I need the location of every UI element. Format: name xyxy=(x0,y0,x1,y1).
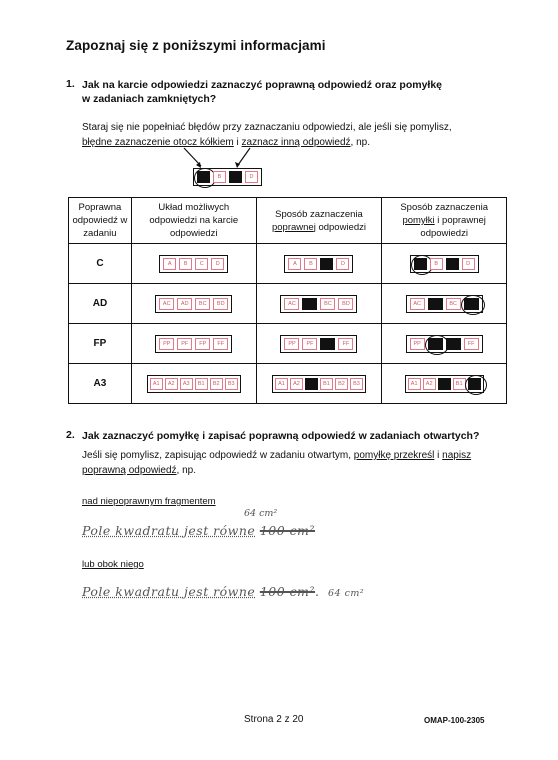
answer-box: A xyxy=(163,258,176,270)
handwritten-correction-above: 64 cm² xyxy=(244,508,278,519)
answer-box: B3 xyxy=(225,378,238,390)
marking-examples-table xyxy=(68,197,507,404)
answer-box: BC xyxy=(446,298,461,310)
answer-box: A xyxy=(288,258,301,270)
mistake-cell xyxy=(382,284,507,324)
answer-box: C xyxy=(195,258,208,270)
question-1-line-1: Jak na karcie odpowiedzi zaznaczyć poprawną odpowiedź oraz pomyłkę xyxy=(82,79,443,91)
handwritten-crossed-out: 100 cm² xyxy=(259,584,316,599)
answer-box: B1 xyxy=(453,378,466,390)
example-answer-group xyxy=(193,168,262,188)
answer-box: PP xyxy=(284,338,299,350)
answer-box: FF xyxy=(213,338,228,350)
answer-box-filled xyxy=(446,258,459,270)
answer-box: B2 xyxy=(335,378,348,390)
answer-box: BC xyxy=(195,298,210,310)
header-correct-answer: Poprawna odpowiedź w zadaniu xyxy=(69,198,132,244)
question-1-number: 1. xyxy=(66,78,75,90)
row-label: C xyxy=(69,244,132,284)
answer-box-filled xyxy=(438,378,451,390)
answer-box: A2 xyxy=(423,378,436,390)
table-row xyxy=(69,364,507,404)
answer-box: FF xyxy=(338,338,353,350)
row-label: A3 xyxy=(69,364,132,404)
answer-box: PF xyxy=(302,338,317,350)
answer-box: AC xyxy=(410,298,425,310)
answer-box: PP xyxy=(159,338,174,350)
answer-box: A3 xyxy=(180,378,193,390)
answer-box: B2 xyxy=(210,378,223,390)
header-3-text: Sposób zaznaczenia xyxy=(275,208,363,220)
answer-box: PP xyxy=(410,338,425,350)
answer-box: B xyxy=(304,258,317,270)
answer-box: B xyxy=(179,258,192,270)
header-4-text: Sposób zaznaczenia xyxy=(400,202,489,213)
answer-box: B xyxy=(430,258,443,270)
answer-box-circled xyxy=(414,258,427,270)
answer-box: BD xyxy=(338,298,353,310)
strike-instruction: pomyłkę przekreśl xyxy=(353,450,435,461)
page-title: Zapoznaj się z poniższymi informacjami xyxy=(66,38,326,53)
q2-instructions-line-1 xyxy=(82,448,471,463)
answer-box: AC xyxy=(284,298,299,310)
row-label: AD xyxy=(69,284,132,324)
q2-text-a: Jeśli się pomylisz, zapisując odpowiedź w zadaniu otwartym, xyxy=(82,450,354,461)
layout-cell xyxy=(131,364,256,404)
label-beside: lub obok niego xyxy=(82,559,144,570)
correct-cell xyxy=(256,284,382,324)
answer-box: A1 xyxy=(150,378,163,390)
answer-box-circled xyxy=(464,298,479,310)
answer-box-circled xyxy=(197,171,210,183)
layout-cell xyxy=(131,324,256,364)
q2-instructions-line-2 xyxy=(82,463,471,478)
handwritten-sentence: Pole kwadratu jest równe xyxy=(82,523,256,538)
answer-box: B3 xyxy=(350,378,363,390)
handwritten-sentence: Pole kwadratu jest równe xyxy=(82,584,256,599)
answer-box: B1 xyxy=(195,378,208,390)
answer-box-circled xyxy=(428,338,443,350)
answer-box: D xyxy=(462,258,475,270)
circle-instruction: błędne zaznaczenie otocz kółkiem xyxy=(82,137,234,148)
answer-box: FF xyxy=(464,338,479,350)
mistake-cell xyxy=(382,364,507,404)
handwritten-example-1 xyxy=(82,523,315,538)
answer-box-filled xyxy=(320,258,333,270)
mark-other-instruction: zaznacz inną odpowiedź xyxy=(241,137,351,148)
answer-box-filled xyxy=(302,298,317,310)
correct-answer-instruction: poprawną odpowiedź xyxy=(82,465,177,476)
question-2-text: Jak zaznaczyć pomyłkę i zapisać poprawną odpowiedź w zadaniach otwartych? xyxy=(82,430,480,442)
question-1-instructions xyxy=(82,120,452,150)
label-above: nad niepoprawnym fragmentem xyxy=(82,496,216,507)
layout-cell xyxy=(131,244,256,284)
header-mistake-marking xyxy=(382,198,507,244)
handwritten-example-2 xyxy=(82,584,364,599)
answer-box: AC xyxy=(159,298,174,310)
answer-box: BC xyxy=(320,298,335,310)
table-row xyxy=(69,244,507,284)
answer-box-circled xyxy=(468,378,481,390)
answer-box: A1 xyxy=(275,378,288,390)
answer-box: BD xyxy=(213,298,228,310)
answer-box: AD xyxy=(177,298,192,310)
write-instruction: napisz xyxy=(442,450,472,461)
mistake-cell xyxy=(382,244,507,284)
correct-cell xyxy=(256,244,382,284)
handwritten-correction-beside: 64 cm² xyxy=(328,588,365,599)
question-2-instructions xyxy=(82,448,471,478)
answer-box-filled xyxy=(305,378,318,390)
handwritten-dot: . xyxy=(315,584,320,599)
page-number: Strona 2 z 20 xyxy=(244,714,304,725)
row-label: FP xyxy=(69,324,132,364)
answer-box: D xyxy=(336,258,349,270)
answer-box: FP xyxy=(195,338,210,350)
instructions-line-1: Staraj się nie popełniać błędów przy zaznaczaniu odpowiedzi, ale jeśli się pomylisz, xyxy=(82,122,452,133)
header-correct-marking xyxy=(256,198,382,244)
correct-cell xyxy=(256,364,382,404)
question-2-number: 2. xyxy=(66,429,75,441)
correct-cell xyxy=(256,324,382,364)
answer-box: D xyxy=(211,258,224,270)
answer-box: PF xyxy=(177,338,192,350)
header-3-emphasis: poprawnej xyxy=(271,221,316,233)
mistake-cell xyxy=(382,324,507,364)
table-row xyxy=(69,284,507,324)
question-1-line-2: w zadaniach zamkniętych? xyxy=(82,93,217,105)
header-4-end: i poprawnej odpowiedzi xyxy=(420,215,486,239)
answer-box: B xyxy=(213,171,226,183)
table-row xyxy=(69,324,507,364)
answer-box: A1 xyxy=(408,378,421,390)
q2-text-c: , np. xyxy=(176,465,196,476)
answer-box: A2 xyxy=(290,378,303,390)
answer-box: B1 xyxy=(320,378,333,390)
answer-box-filled xyxy=(229,171,242,183)
answer-box-filled xyxy=(446,338,461,350)
question-1-text xyxy=(82,78,442,106)
instructions-connector: i xyxy=(233,137,242,148)
header-layout: Układ możliwych odpowiedzi na karcie odpowiedzi xyxy=(131,198,256,244)
answer-box-filled xyxy=(428,298,443,310)
layout-cell xyxy=(131,284,256,324)
answer-box: A2 xyxy=(165,378,178,390)
answer-box: D xyxy=(245,171,258,183)
document-code: OMAP-100-2305 xyxy=(424,716,485,725)
answer-box-filled xyxy=(320,338,335,350)
header-3-end: odpowiedzi xyxy=(318,221,366,233)
handwritten-crossed-out: 100 cm² xyxy=(259,523,316,538)
instructions-end: , np. xyxy=(350,137,370,148)
q2-text-b: i xyxy=(434,450,443,461)
header-4-emphasis: pomyłki xyxy=(402,215,435,226)
